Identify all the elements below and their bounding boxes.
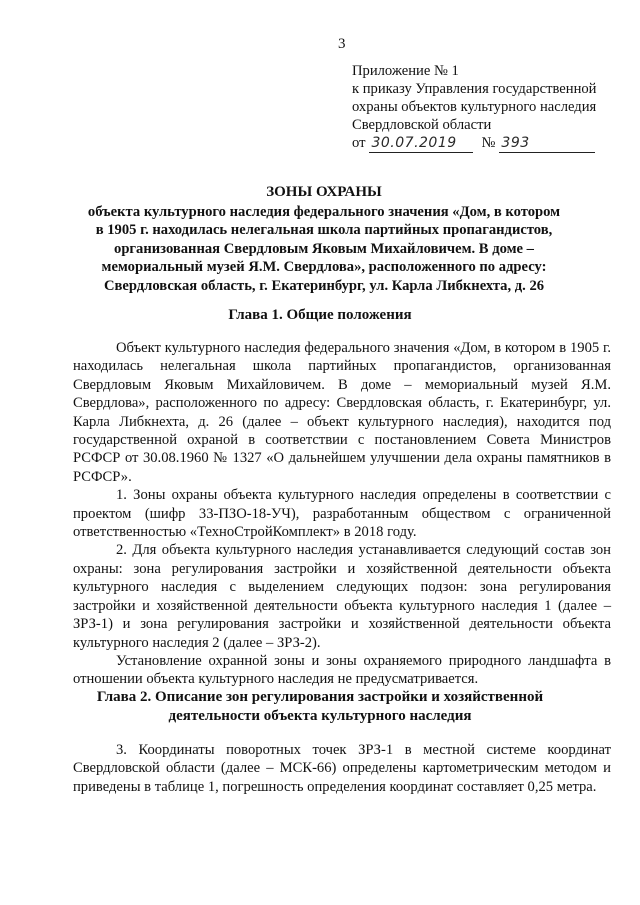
document-title — [82, 183, 566, 295]
chapter-2-body — [73, 741, 611, 796]
paragraph: 2. Для объекта культурного наследия устанавливается следующий состав зон охраны: зона регулирования застройки и хозяйственной деятельности объекта культурного наследия с выделением следующих подзон: зона регулирования застройки и хозяйственной деятельности объекта культурного наследия 1 (далее – ЗРЗ-1) и зона регулирования застройки и хозяйственной деятельности объекта культурного наследия 2 (далее – ЗРЗ-2). — [73, 542, 611, 651]
handwritten-date: 30.07.2019 — [369, 134, 473, 153]
handwritten-number: 393 — [499, 134, 595, 153]
appendix-line-4: Свердловской области — [352, 117, 492, 133]
appendix-line-2: к приказу Управления государственной — [352, 81, 597, 97]
chapter-2-heading-line-1: Глава 2. Описание зон регулирования застройки и хозяйственной — [96, 689, 544, 705]
number-label: № — [481, 135, 496, 151]
from-label: от — [352, 135, 366, 151]
paragraph: 1. Зоны охраны объекта культурного наследия определены в соответствии с проектом (шифр 33-ПЗО-18-УЧ), разработанным обществом с ограниченной ответственностью «ТехноСтройКомплект» в 2018 году. — [73, 487, 611, 541]
appendix-line-1: Приложение № 1 — [352, 63, 459, 79]
paragraph: Объект культурного наследия федерального значения «Дом, в котором в 1905 г. находилась нелегальная школа партийных пропагандистов, организованная Свердловым Яковым Михайловичем. В доме – мемориальный музей Я.М. Свердлова», расположенного по адресу: Свердловская область, г. Екатеринбург, ул. Карла Либкнехта, д. 26 (далее – объект культурного наследия), находится под государственной охраной в соответствии с постановлением Совета Министров РСФСР от 30.08.1960 № 1327 «О дальнейшем улучшении дела охраны памятников в РСФСР». — [73, 340, 611, 485]
title-line-5: Свердловская область, г. Екатеринбург, ул. Карла Либкнехта, д. 26 — [103, 277, 545, 294]
page-number: 3 — [338, 36, 346, 52]
appendix-line-3: охраны объектов культурного наследия — [352, 99, 597, 115]
title-main: ЗОНЫ ОХРАНЫ — [266, 184, 382, 200]
chapter-1-heading: Глава 1. Общие положения — [228, 307, 412, 323]
chapter-2-heading — [70, 688, 570, 725]
appendix-header — [352, 62, 622, 153]
paragraph: Установление охранной зоны и зоны охраняемого природного ландшафта в отношении объекта культурного наследия не предусматривается. — [73, 652, 611, 688]
chapter-1-body — [73, 339, 611, 689]
title-line-2: в 1905 г. находилась нелегальная школа партийных пропагандистов, — [95, 222, 553, 238]
chapter-2-heading-line-2: деятельности объекта культурного наследия — [168, 707, 472, 724]
title-line-1: объекта культурного наследия федерального значения «Дом, в котором — [87, 203, 561, 220]
title-line-3: организованная Свердловым Яковым Михайловичем. В доме – — [114, 240, 534, 257]
paragraph: 3. Координаты поворотных точек ЗРЗ-1 в местной системе координат Свердловской области (далее – МСК-66) определены картометрическим методом и приведены в таблице 1, погрешность определения координат составляет 0,25 метра. — [73, 742, 611, 795]
title-line-4: мемориальный музей Я.М. Свердлова», расположенного по адресу: — [101, 259, 547, 275]
order-date-number-line — [352, 134, 622, 153]
